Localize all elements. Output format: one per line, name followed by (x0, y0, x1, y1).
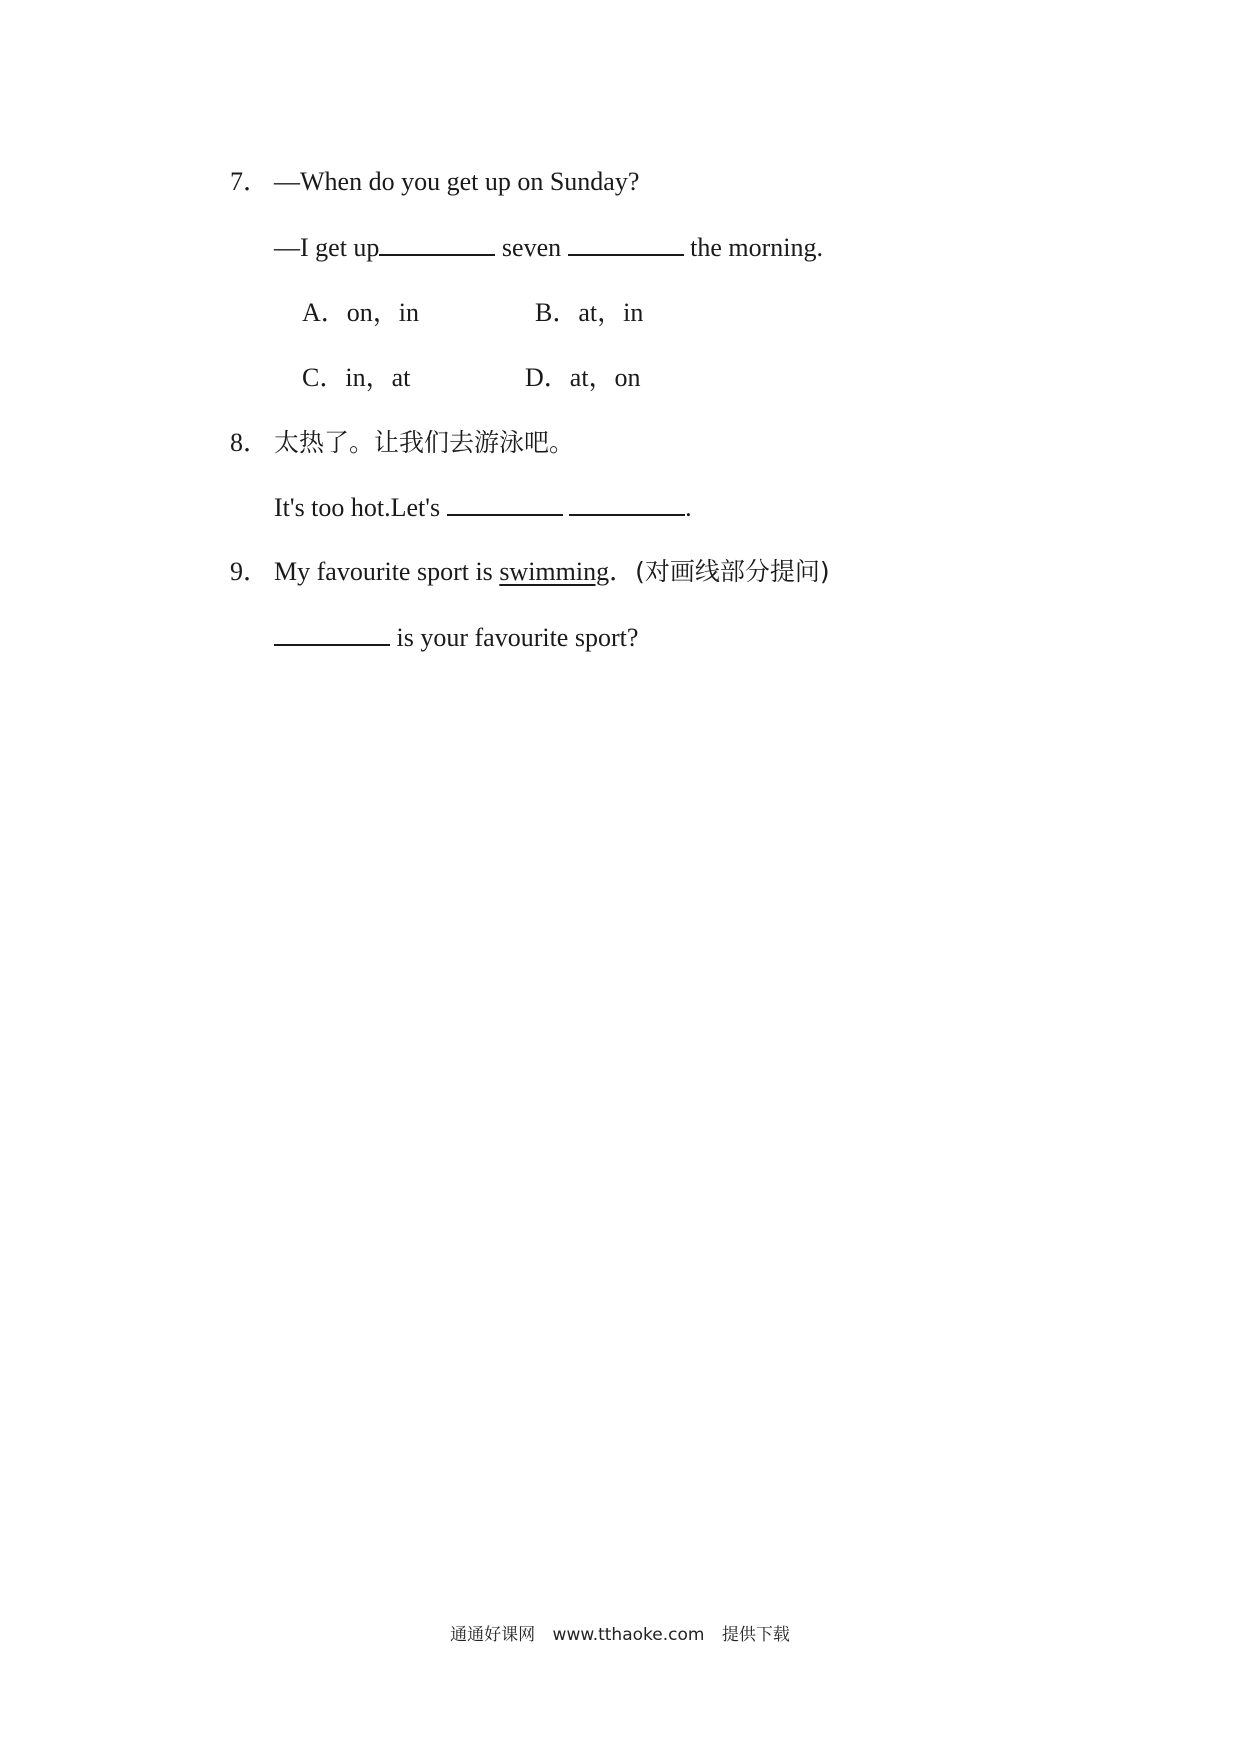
q8-chinese-text: 太热了。让我们去游泳吧。 (274, 428, 575, 457)
q8-english-end: . (685, 493, 692, 522)
q8-line1 (230, 427, 574, 459)
q8-blank-1[interactable] (447, 492, 563, 516)
q7-option-b[interactable]: B．at，in (535, 298, 644, 327)
q7-question-text: —When do you get up on Sunday? (274, 167, 640, 196)
q7-line1 (230, 166, 639, 198)
q9-line2 (274, 622, 638, 654)
footer-suffix: 提供下载 (721, 1625, 790, 1645)
q8-english-start: It's too hot.Let's (274, 493, 447, 522)
q7-answer-mid: seven (495, 233, 568, 262)
q8-line2 (274, 492, 692, 524)
q8-number: 8． (230, 428, 270, 457)
q9-text-start: My favourite sport is (274, 557, 500, 586)
q9-underlined-word: swimming (499, 557, 610, 586)
q9-instruction: (对画线部分提问) (635, 557, 830, 586)
q9-blank[interactable] (274, 622, 390, 646)
q9-answer-end: is your favourite sport? (390, 623, 639, 652)
footer-url: www.tthaoke.com (552, 1625, 705, 1645)
q7-answer-start: —I get up (274, 233, 380, 262)
q7-blank-1[interactable] (379, 232, 495, 256)
q7-line2 (274, 232, 823, 264)
footer-site-name: 通通好课网 (450, 1625, 536, 1645)
q7-option-d[interactable]: D．at，on (525, 363, 641, 392)
q9-number: 9． (230, 557, 270, 586)
q7-blank-2[interactable] (568, 232, 684, 256)
q9-line1 (230, 556, 830, 588)
q7-number: 7． (230, 167, 270, 196)
q7-answer-end: the morning. (683, 233, 823, 262)
q9-text-end: ． (609, 557, 636, 586)
q7-option-c[interactable]: C．in，at (302, 363, 411, 392)
q8-blank-2[interactable] (569, 492, 685, 516)
q7-option-a[interactable]: A．on，in (302, 298, 420, 327)
page-footer (0, 1620, 1240, 1645)
